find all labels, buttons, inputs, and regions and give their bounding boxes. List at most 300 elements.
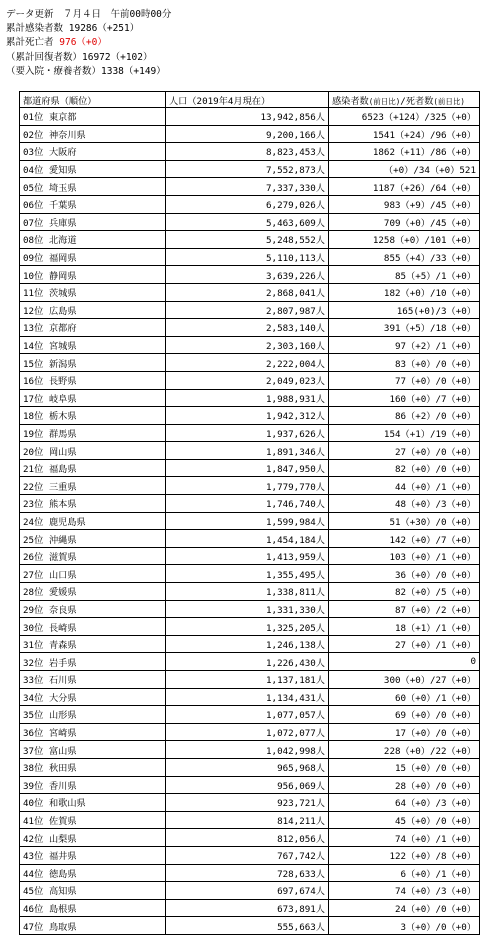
population-cell: 1,847,950人 — [166, 459, 329, 477]
population-cell: 1,355,495人 — [166, 565, 329, 583]
population-cell: 812,056人 — [166, 829, 329, 847]
cases-cell: 3（+0）/0（+0） — [329, 917, 480, 935]
cases-cell: 391（+5）/18（+0） — [329, 319, 480, 337]
population-cell: 2,222,004人 — [166, 354, 329, 372]
prefecture-name: 佐賀県 — [49, 816, 77, 828]
prefecture-cell — [20, 143, 166, 161]
prefecture-name: 岡山県 — [49, 446, 77, 458]
cases-cell: 64（+0）/3（+0） — [329, 794, 480, 812]
cases-cell: 83（+0）/0（+0） — [329, 354, 480, 372]
population-cell: 2,868,041人 — [166, 283, 329, 301]
cases-cell: 983（+9）/45（+0） — [329, 195, 480, 213]
cases-cell: 15（+0）/0（+0） — [329, 758, 480, 776]
population-cell: 555,663人 — [166, 917, 329, 935]
table-row — [20, 741, 480, 759]
rank-label: 16位 — [23, 376, 44, 388]
table-header-row — [20, 92, 480, 108]
population-cell: 2,049,023人 — [166, 371, 329, 389]
prefecture-cell — [20, 160, 166, 178]
hospitalized-summary: （要入院・療養者数）1338（+149） — [6, 65, 166, 77]
prefecture-name: 京都府 — [49, 323, 77, 335]
prefecture-cell — [20, 565, 166, 583]
cases-cell: 0 — [329, 653, 480, 671]
population-cell: 5,110,113人 — [166, 248, 329, 266]
rank-label: 05位 — [23, 182, 44, 194]
rank-label: 37位 — [23, 745, 44, 757]
cases-cell: 48（+0）/3（+0） — [329, 495, 480, 513]
rank-label: 27位 — [23, 569, 44, 581]
prefecture-cell — [20, 917, 166, 935]
rank-label: 03位 — [23, 147, 44, 159]
cases-cell: 182（+0）/10（+0） — [329, 283, 480, 301]
population-cell: 1,042,998人 — [166, 741, 329, 759]
prefecture-name: 沖縄県 — [49, 534, 77, 546]
prefecture-cell — [20, 671, 166, 689]
rank-label: 12位 — [23, 305, 44, 317]
rank-label: 01位 — [23, 112, 44, 124]
prefecture-name: 石川県 — [49, 675, 77, 687]
table-row — [20, 389, 480, 407]
population-cell: 5,248,552人 — [166, 231, 329, 249]
population-cell: 1,937,626人 — [166, 424, 329, 442]
prefecture-name: 島根県 — [49, 904, 77, 916]
table-row — [20, 917, 480, 935]
population-cell: 728,633人 — [166, 864, 329, 882]
population-cell: 1,779,770人 — [166, 477, 329, 495]
cases-cell: 165(+0)/3（+0） — [329, 301, 480, 319]
prefecture-name: 北海道 — [49, 235, 77, 247]
prefecture-cell — [20, 600, 166, 618]
population-cell: 2,303,160人 — [166, 336, 329, 354]
prefecture-cell — [20, 530, 166, 548]
rank-label: 30位 — [23, 622, 44, 634]
header-deaths-label: /死者数 — [400, 95, 434, 107]
cases-cell: 27（+0）/1（+0） — [329, 635, 480, 653]
prefecture-cell — [20, 829, 166, 847]
cases-cell: 74（+0）/1（+0） — [329, 829, 480, 847]
rank-label: 45位 — [23, 886, 44, 898]
deaths-value: 976（+0） — [59, 37, 107, 49]
prefecture-cell — [20, 635, 166, 653]
cases-cell: 77（+0）/0（+0） — [329, 371, 480, 389]
header-deaths-note: (前日比) — [433, 96, 465, 106]
rank-label: 20位 — [23, 446, 44, 458]
cases-cell: 1187（+26）/64（+0） — [329, 178, 480, 196]
cases-cell: 6（+0）/1（+0） — [329, 864, 480, 882]
rank-label: 19位 — [23, 428, 44, 440]
header-cases-note: (前日比) — [368, 96, 401, 106]
prefecture-cell — [20, 688, 166, 706]
prefecture-name: 宮城県 — [49, 341, 77, 353]
prefecture-name: 熊本県 — [49, 499, 77, 511]
population-cell: 1,246,138人 — [166, 635, 329, 653]
rank-label: 34位 — [23, 692, 44, 704]
cases-cell: （+0）/34（+0）521 — [329, 160, 480, 178]
prefecture-cell — [20, 495, 166, 513]
rank-label: 02位 — [23, 129, 44, 141]
table-row — [20, 653, 480, 671]
prefecture-name: 兵庫県 — [49, 217, 77, 229]
prefecture-cell — [20, 319, 166, 337]
population-cell: 923,721人 — [166, 794, 329, 812]
population-cell: 6,279,026人 — [166, 195, 329, 213]
table-row — [20, 424, 480, 442]
prefecture-name: 岐阜県 — [49, 393, 77, 405]
rank-label: 23位 — [23, 499, 44, 511]
rank-label: 15位 — [23, 358, 44, 370]
table-row — [20, 723, 480, 741]
cases-cell: 142（+0）/7（+0） — [329, 530, 480, 548]
table-row — [20, 547, 480, 565]
prefecture-name: 福岡県 — [49, 253, 77, 265]
cases-cell: 18（+1）/1（+0） — [329, 618, 480, 636]
table-row — [20, 160, 480, 178]
prefecture-name: 宮崎県 — [49, 728, 77, 740]
rank-label: 07位 — [23, 217, 44, 229]
cases-cell: 300（+0）/27（+0） — [329, 671, 480, 689]
deaths-label: 累計死亡者 — [6, 37, 54, 49]
cases-cell: 97（+2）/1（+0） — [329, 336, 480, 354]
table-row — [20, 195, 480, 213]
table-row — [20, 618, 480, 636]
prefecture-name: 山形県 — [49, 710, 77, 722]
summary-header — [6, 8, 171, 79]
table-row — [20, 371, 480, 389]
table-row — [20, 248, 480, 266]
prefecture-name: 静岡県 — [49, 270, 77, 282]
population-cell: 8,823,453人 — [166, 143, 329, 161]
population-cell: 5,463,609人 — [166, 213, 329, 231]
rank-label: 10位 — [23, 270, 44, 282]
prefecture-cell — [20, 723, 166, 741]
prefecture-cell — [20, 108, 166, 126]
cases-cell: 27（+0）/0（+0） — [329, 442, 480, 460]
table-row — [20, 266, 480, 284]
rank-label: 17位 — [23, 393, 44, 405]
population-cell: 1,325,205人 — [166, 618, 329, 636]
prefecture-cell — [20, 407, 166, 425]
cases-cell: 44（+0）/1（+0） — [329, 477, 480, 495]
rank-label: 44位 — [23, 868, 44, 880]
population-cell: 767,742人 — [166, 846, 329, 864]
prefecture-cell — [20, 248, 166, 266]
rank-label: 25位 — [23, 534, 44, 546]
rank-label: 47位 — [23, 921, 44, 933]
rank-label: 06位 — [23, 200, 44, 212]
prefecture-name: 栃木県 — [49, 411, 77, 423]
cases-cell: 855（+4）/33（+0） — [329, 248, 480, 266]
cases-cell: 85（+5）/1（+0） — [329, 266, 480, 284]
table-row — [20, 512, 480, 530]
infected-label: 累計感染者数 — [6, 23, 64, 35]
rank-label: 18位 — [23, 411, 44, 423]
table-row — [20, 794, 480, 812]
table-row — [20, 864, 480, 882]
prefecture-cell — [20, 583, 166, 601]
cases-cell: 28（+0）/0（+0） — [329, 776, 480, 794]
deaths-summary — [6, 36, 171, 50]
table-row — [20, 213, 480, 231]
table-row — [20, 530, 480, 548]
rank-label: 29位 — [23, 604, 44, 616]
prefecture-cell — [20, 618, 166, 636]
table-row — [20, 688, 480, 706]
prefecture-cell — [20, 776, 166, 794]
cases-cell: 17（+0）/0（+0） — [329, 723, 480, 741]
cases-cell: 74（+0）/3（+0） — [329, 882, 480, 900]
cases-cell: 103（+0）/1（+0） — [329, 547, 480, 565]
prefecture-cell — [20, 459, 166, 477]
prefecture-name: 和歌山県 — [49, 798, 86, 810]
rank-label: 26位 — [23, 552, 44, 564]
rank-label: 28位 — [23, 587, 44, 599]
rank-label: 11位 — [23, 288, 44, 300]
population-cell: 814,211人 — [166, 811, 329, 829]
table-row — [20, 565, 480, 583]
rank-label: 04位 — [23, 165, 44, 177]
prefecture-name: 鳥取県 — [49, 921, 77, 933]
cases-cell: 154（+1）/19（+0） — [329, 424, 480, 442]
table-row — [20, 407, 480, 425]
cases-cell: 122（+0）/8（+0） — [329, 846, 480, 864]
cases-cell: 69（+0）/0（+0） — [329, 706, 480, 724]
rank-label: 40位 — [23, 798, 44, 810]
table-row — [20, 319, 480, 337]
table-row — [20, 846, 480, 864]
prefecture-cell — [20, 371, 166, 389]
prefecture-cell — [20, 758, 166, 776]
prefecture-cell — [20, 301, 166, 319]
prefecture-cell — [20, 389, 166, 407]
prefecture-cell — [20, 882, 166, 900]
population-cell: 956,069人 — [166, 776, 329, 794]
prefecture-name: 茨城県 — [49, 288, 77, 300]
cases-cell: 160（+0）/7（+0） — [329, 389, 480, 407]
header-population: 人口（2019年4月現在） — [166, 92, 329, 108]
table-row — [20, 776, 480, 794]
table-row — [20, 811, 480, 829]
prefecture-name: 鹿児島県 — [49, 516, 86, 528]
table-row — [20, 829, 480, 847]
population-cell: 3,639,226人 — [166, 266, 329, 284]
prefecture-cell — [20, 354, 166, 372]
prefecture-name: 大分県 — [49, 692, 77, 704]
population-cell: 1,413,959人 — [166, 547, 329, 565]
prefecture-cell — [20, 846, 166, 864]
population-cell: 1,746,740人 — [166, 495, 329, 513]
population-cell: 1,072,077人 — [166, 723, 329, 741]
header-prefecture: 都道府県（順位） — [20, 92, 166, 108]
table-row — [20, 442, 480, 460]
prefecture-cell — [20, 442, 166, 460]
population-cell: 673,891人 — [166, 899, 329, 917]
prefecture-name: 愛知県 — [49, 165, 77, 177]
infected-value: 19286（+251） — [68, 23, 140, 35]
table-row — [20, 283, 480, 301]
prefecture-cell — [20, 512, 166, 530]
rank-label: 46位 — [23, 904, 44, 916]
rank-label: 42位 — [23, 833, 44, 845]
table-row — [20, 301, 480, 319]
population-cell: 13,942,856人 — [166, 108, 329, 126]
table-row — [20, 600, 480, 618]
prefecture-name: 富山県 — [49, 745, 77, 757]
rank-label: 43位 — [23, 851, 44, 863]
prefecture-cell — [20, 547, 166, 565]
prefecture-cell — [20, 899, 166, 917]
population-cell: 7,337,330人 — [166, 178, 329, 196]
rank-label: 32位 — [23, 657, 44, 669]
prefecture-name: 香川県 — [49, 780, 77, 792]
table-row — [20, 899, 480, 917]
recovered-summary: （累計回復者数）16972（+102） — [6, 51, 153, 63]
table-row — [20, 882, 480, 900]
table-row — [20, 706, 480, 724]
prefecture-name: 岩手県 — [49, 657, 77, 669]
cases-cell: 51（+30）/0（+0） — [329, 512, 480, 530]
cases-cell: 86（+2）/0（+0） — [329, 407, 480, 425]
prefecture-cell — [20, 125, 166, 143]
table-row — [20, 477, 480, 495]
prefecture-name: 滋賀県 — [49, 552, 77, 564]
rank-label: 09位 — [23, 253, 44, 265]
prefecture-name: 長野県 — [49, 376, 77, 388]
prefecture-cell — [20, 653, 166, 671]
cases-cell: 87（+0）/2（+0） — [329, 600, 480, 618]
prefecture-name: 高知県 — [49, 886, 77, 898]
rank-label: 38位 — [23, 763, 44, 775]
prefecture-cell — [20, 195, 166, 213]
prefecture-cell — [20, 794, 166, 812]
prefecture-name: 福島県 — [49, 464, 77, 476]
cases-cell: 45（+0）/0（+0） — [329, 811, 480, 829]
prefecture-name: 千葉県 — [49, 200, 77, 212]
rank-label: 21位 — [23, 464, 44, 476]
population-cell: 697,674人 — [166, 882, 329, 900]
table-row — [20, 125, 480, 143]
table-row — [20, 336, 480, 354]
population-cell: 965,968人 — [166, 758, 329, 776]
population-cell: 1,454,184人 — [166, 530, 329, 548]
cases-cell: 82（+0）/5（+0） — [329, 583, 480, 601]
cases-cell: 1862（+11）/86（+0） — [329, 143, 480, 161]
prefecture-name: 東京都 — [49, 112, 77, 124]
population-cell: 1,331,330人 — [166, 600, 329, 618]
infected-summary — [6, 22, 171, 36]
population-cell: 1,137,181人 — [166, 671, 329, 689]
prefecture-name: 群馬県 — [49, 428, 77, 440]
prefecture-name: 福井県 — [49, 851, 77, 863]
table-row — [20, 495, 480, 513]
prefecture-name: 埼玉県 — [49, 182, 77, 194]
table-row — [20, 635, 480, 653]
prefecture-cell — [20, 864, 166, 882]
population-cell: 1,942,312人 — [166, 407, 329, 425]
prefecture-name: 奈良県 — [49, 604, 77, 616]
table-body — [20, 108, 480, 935]
population-cell: 1,338,811人 — [166, 583, 329, 601]
prefecture-name: 徳島県 — [49, 868, 77, 880]
header-cases-label: 感染者数 — [332, 95, 369, 107]
rank-label: 39位 — [23, 780, 44, 792]
cases-cell: 228（+0）/22（+0） — [329, 741, 480, 759]
prefecture-name: 長崎県 — [49, 622, 77, 634]
rank-label: 36位 — [23, 728, 44, 740]
prefecture-cell — [20, 178, 166, 196]
prefecture-cell — [20, 706, 166, 724]
prefecture-cell — [20, 424, 166, 442]
prefecture-name: 山口県 — [49, 569, 77, 581]
header-cases — [329, 92, 480, 108]
population-cell: 1,077,057人 — [166, 706, 329, 724]
prefecture-name: 青森県 — [49, 640, 77, 652]
prefecture-name: 大阪府 — [49, 147, 77, 159]
rank-label: 14位 — [23, 341, 44, 353]
table-row — [20, 459, 480, 477]
population-cell: 1,988,931人 — [166, 389, 329, 407]
prefecture-name: 神奈川県 — [49, 129, 86, 141]
prefecture-cell — [20, 213, 166, 231]
prefecture-name: 愛媛県 — [49, 587, 77, 599]
table-row — [20, 671, 480, 689]
table-row — [20, 178, 480, 196]
table-row — [20, 583, 480, 601]
population-cell: 9,200,166人 — [166, 125, 329, 143]
prefecture-name: 秋田県 — [49, 763, 77, 775]
prefecture-name: 新潟県 — [49, 358, 77, 370]
cases-cell: 36（+0）/0（+0） — [329, 565, 480, 583]
prefecture-cell — [20, 811, 166, 829]
prefecture-cell — [20, 477, 166, 495]
prefecture-name: 山梨県 — [49, 833, 77, 845]
cases-cell: 709（+0）/45（+0） — [329, 213, 480, 231]
rank-label: 41位 — [23, 816, 44, 828]
rank-label: 24位 — [23, 516, 44, 528]
prefecture-cell — [20, 741, 166, 759]
rank-label: 33位 — [23, 675, 44, 687]
cases-cell: 60（+0）/1（+0） — [329, 688, 480, 706]
cases-cell: 1258（+0）/101（+0） — [329, 231, 480, 249]
update-time: データ更新 ７月４日 午前00時00分 — [6, 9, 172, 20]
table-row — [20, 143, 480, 161]
table-row — [20, 758, 480, 776]
prefecture-cell — [20, 336, 166, 354]
prefecture-cell — [20, 231, 166, 249]
cases-cell: 24（+0）/0（+0） — [329, 899, 480, 917]
population-cell: 1,226,430人 — [166, 653, 329, 671]
population-cell: 1,891,346人 — [166, 442, 329, 460]
population-cell: 7,552,873人 — [166, 160, 329, 178]
population-cell: 2,583,140人 — [166, 319, 329, 337]
prefecture-cell — [20, 266, 166, 284]
cases-cell: 82（+0）/0（+0） — [329, 459, 480, 477]
table-row — [20, 354, 480, 372]
prefecture-cell — [20, 283, 166, 301]
table-row — [20, 231, 480, 249]
rank-label: 08位 — [23, 235, 44, 247]
table-row — [20, 108, 480, 126]
prefecture-name: 広島県 — [49, 305, 77, 317]
rank-label: 35位 — [23, 710, 44, 722]
prefecture-table — [19, 91, 480, 935]
rank-label: 31位 — [23, 640, 44, 652]
population-cell: 1,599,984人 — [166, 512, 329, 530]
rank-label: 13位 — [23, 323, 44, 335]
population-cell: 2,807,987人 — [166, 301, 329, 319]
population-cell: 1,134,431人 — [166, 688, 329, 706]
rank-label: 22位 — [23, 481, 44, 493]
prefecture-name: 三重県 — [49, 481, 77, 493]
